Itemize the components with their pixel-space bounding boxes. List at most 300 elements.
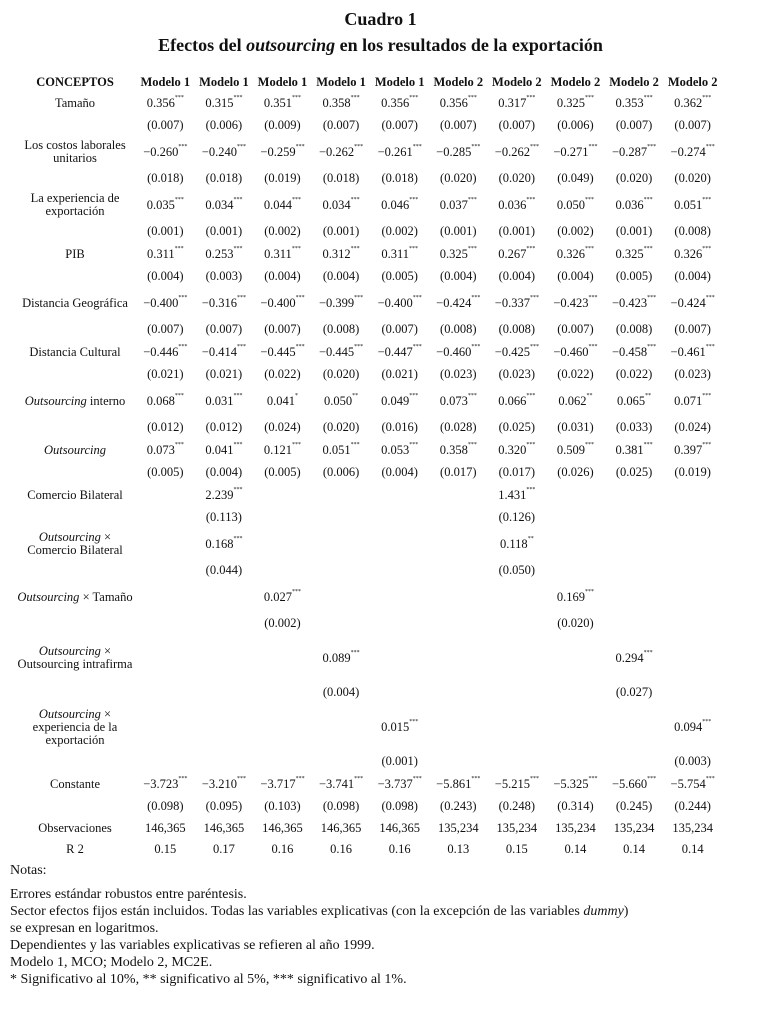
- significance-stars: ***: [409, 245, 418, 252]
- coefficient-value: 0.089: [322, 650, 351, 665]
- coefficient-value: 0.035: [146, 197, 175, 212]
- standard-error-row: [14, 114, 722, 137]
- observations-row: [14, 818, 722, 839]
- coefficient-row: [14, 386, 722, 416]
- coefficient-value: 0.351: [263, 95, 293, 110]
- standard-error-cell: [546, 506, 605, 529]
- standard-error-cell: (0.050): [498, 563, 536, 577]
- coefficient-value: −5.861: [436, 776, 472, 791]
- standard-error-cell: (0.007): [322, 118, 360, 132]
- coefficient-cell: [429, 635, 488, 681]
- standard-error-row: [14, 795, 722, 818]
- coefficient-cell: [663, 243, 722, 265]
- significance-stars: **: [527, 535, 534, 542]
- significance-stars: ***: [350, 196, 360, 203]
- standard-error-cell: (0.023): [674, 367, 711, 381]
- coefficient-row: [14, 635, 722, 681]
- standard-error-cell: [136, 559, 195, 582]
- standard-error-cell: (0.004): [147, 269, 184, 283]
- row-label-empty: [14, 681, 136, 704]
- significance-stars: ***: [585, 196, 595, 203]
- row-label: Observaciones: [38, 821, 112, 835]
- standard-error-cell: [429, 506, 488, 529]
- standard-error-cell: (0.006): [322, 465, 360, 479]
- standard-error-cell: [488, 612, 547, 635]
- r2-cell: 0.13: [447, 842, 470, 856]
- row-label: [14, 137, 136, 167]
- coefficient-cell: [663, 288, 722, 318]
- significance-stars: ***: [585, 441, 595, 448]
- coefficient-cell: [253, 288, 312, 318]
- significance-stars: ***: [233, 535, 243, 542]
- coefficient-value: 0.358: [439, 442, 468, 457]
- coefficient-cell: [429, 341, 488, 363]
- significance-stars: ***: [350, 94, 360, 101]
- coefficient-cell: [253, 773, 312, 795]
- note-text: ): [623, 904, 629, 919]
- row-label-text: Los costos laborales unitarios: [24, 138, 126, 165]
- r2-cell: 0.17: [212, 842, 235, 856]
- standard-error-cell: [546, 559, 605, 582]
- standard-error-cell: [312, 750, 371, 773]
- standard-error-cell: (0.007): [615, 118, 653, 132]
- coefficient-cell: [312, 704, 371, 750]
- standard-error-cell: (0.008): [674, 224, 711, 238]
- coefficient-value: −0.316: [201, 295, 237, 310]
- significance-stars: ***: [705, 294, 715, 301]
- significance-stars: ***: [643, 441, 653, 448]
- significance-stars: ***: [526, 196, 536, 203]
- significance-stars: ***: [471, 143, 481, 150]
- coefficient-value: 0.326: [556, 246, 586, 261]
- standard-error-cell: [429, 559, 488, 582]
- note-line: [10, 903, 628, 920]
- standard-error-cell: (0.024): [264, 420, 301, 434]
- coefficient-row: [14, 137, 722, 167]
- standard-error-cell: [195, 681, 254, 704]
- coefficient-value: 0.118: [500, 536, 528, 551]
- observations-cell: 146,365: [262, 821, 303, 835]
- coefficient-cell: [370, 704, 429, 750]
- coefficient-cell: [195, 190, 254, 220]
- coefficient-value: 0.027: [263, 589, 293, 604]
- significance-stars: ***: [350, 245, 360, 252]
- coefficient-cell: [195, 635, 254, 681]
- title-text: en los resultados de la exportación: [335, 35, 603, 55]
- coefficient-value: 0.034: [205, 197, 234, 212]
- coefficient-cell: [370, 243, 429, 265]
- coefficient-value: −0.400: [143, 295, 179, 310]
- significance-stars: ***: [233, 245, 243, 252]
- standard-error-row: [14, 220, 722, 243]
- coefficient-cell: [370, 92, 429, 114]
- coefficient-cell: [663, 386, 722, 416]
- significance-stars: ***: [585, 245, 595, 252]
- standard-error-row: [14, 559, 722, 582]
- coefficient-cell: [195, 288, 254, 318]
- coefficient-value: 0.041: [205, 442, 234, 457]
- coefficient-cell: [312, 529, 371, 559]
- observations-cell: 146,365: [379, 821, 420, 835]
- coefficient-cell: [605, 341, 664, 363]
- coefficient-row: [14, 582, 722, 612]
- standard-error-cell: (0.018): [322, 171, 360, 185]
- standard-error-cell: [488, 750, 547, 773]
- standard-error-cell: [605, 750, 664, 773]
- coefficient-value: 0.311: [146, 246, 175, 261]
- standard-error-cell: (0.098): [381, 799, 418, 813]
- coefficient-cell: [253, 484, 312, 506]
- significance-stars: ***: [526, 486, 536, 493]
- standard-error-row: [14, 363, 722, 386]
- coefficient-value: 0.353: [615, 95, 644, 110]
- significance-stars: ***: [412, 143, 422, 150]
- significance-stars: ***: [409, 718, 419, 725]
- standard-error-cell: (0.020): [440, 171, 477, 185]
- row-label-empty: [14, 795, 136, 818]
- row-label-empty: [14, 114, 136, 137]
- coefficient-value: 0.356: [146, 95, 175, 110]
- standard-error-cell: (0.020): [674, 171, 711, 185]
- coefficient-cell: [605, 529, 664, 559]
- significance-stars: ***: [412, 343, 422, 350]
- coefficient-value: −0.240: [201, 144, 237, 159]
- standard-error-cell: (0.001): [205, 224, 243, 238]
- row-label-empty: [14, 265, 136, 288]
- standard-error-cell: (0.008): [440, 322, 477, 336]
- significance-stars: ***: [178, 775, 188, 782]
- r2-row: [14, 839, 722, 860]
- coefficient-value: 0.046: [381, 197, 410, 212]
- row-label: [14, 288, 136, 318]
- significance-stars: ***: [643, 649, 653, 656]
- coefficient-value: −5.215: [494, 776, 530, 791]
- coefficient-row: [14, 243, 722, 265]
- standard-error-cell: [605, 612, 664, 635]
- standard-error-row: [14, 681, 722, 704]
- standard-error-cell: (0.006): [205, 118, 243, 132]
- significance-stars: ***: [292, 94, 302, 101]
- standard-error-cell: (0.007): [381, 118, 418, 132]
- coefficient-cell: [136, 529, 195, 559]
- observations-cell: 146,365: [144, 821, 186, 835]
- r2-cell: 0.14: [623, 842, 645, 856]
- coefficient-row: [14, 704, 722, 750]
- standard-error-cell: (0.002): [557, 224, 594, 238]
- coefficient-cell: [429, 484, 488, 506]
- coefficient-value: −0.447: [377, 344, 413, 359]
- standard-error-cell: [605, 559, 664, 582]
- coefficient-cell: [605, 190, 664, 220]
- coefficient-value: −3.741: [318, 776, 355, 791]
- coefficient-cell: [136, 773, 195, 795]
- coefficient-row: [14, 773, 722, 795]
- significance-stars: ***: [291, 245, 301, 252]
- significance-stars: ***: [178, 294, 188, 301]
- standard-error-row: [14, 612, 722, 635]
- standard-error-cell: (0.022): [264, 367, 301, 381]
- coefficient-row: [14, 92, 722, 114]
- notes-heading: Notas:: [10, 863, 47, 878]
- significance-stars: ***: [174, 245, 184, 252]
- coefficient-cell: [429, 243, 488, 265]
- observations-cell: 135,234: [555, 821, 596, 835]
- coefficient-cell: [370, 386, 429, 416]
- standard-error-cell: (0.020): [322, 367, 360, 381]
- coefficient-cell: [253, 529, 312, 559]
- coefficient-cell: [312, 288, 371, 318]
- coefficient-cell: [488, 635, 547, 681]
- coefficient-cell: [370, 190, 429, 220]
- coefficient-value: −0.262: [494, 144, 530, 159]
- standard-error-cell: [136, 750, 195, 773]
- coefficient-value: 2.239: [205, 487, 234, 502]
- coefficient-cell: [312, 484, 371, 506]
- standard-error-cell: [195, 750, 254, 773]
- coefficient-cell: [488, 773, 547, 795]
- significance-stars: ***: [705, 143, 715, 150]
- row-label-emphasis: Outsourcing: [43, 442, 107, 457]
- coefficient-value: −0.423: [611, 295, 648, 310]
- standard-error-cell: (0.098): [147, 799, 184, 813]
- r2-cell: 0.14: [564, 842, 587, 856]
- column-header: Modelo 1: [140, 74, 191, 89]
- significance-stars: ***: [471, 343, 481, 350]
- standard-error-cell: [546, 681, 605, 704]
- significance-stars: ***: [643, 245, 653, 252]
- coefficient-cell: [488, 439, 547, 461]
- coefficient-value: 0.051: [674, 197, 703, 212]
- coefficient-value: 0.356: [439, 95, 468, 110]
- significance-stars: ***: [529, 775, 539, 782]
- standard-error-cell: [546, 750, 605, 773]
- standard-error-cell: [253, 750, 312, 773]
- significance-stars: ***: [467, 441, 477, 448]
- significance-stars: ***: [178, 343, 188, 350]
- significance-stars: ***: [233, 486, 243, 493]
- standard-error-cell: (0.004): [205, 465, 243, 479]
- standard-error-cell: (0.019): [264, 171, 301, 185]
- row-label-empty: [14, 506, 136, 529]
- standard-error-cell: (0.095): [205, 799, 243, 813]
- row-label-text: interno: [89, 393, 126, 408]
- standard-error-cell: (0.018): [205, 171, 243, 185]
- coefficient-cell: [253, 704, 312, 750]
- observations-cell: 135,234: [437, 821, 479, 835]
- significance-stars: ***: [233, 392, 243, 399]
- standard-error-cell: [663, 681, 722, 704]
- observations-cell: 135,234: [613, 821, 655, 835]
- coefficient-cell: [195, 773, 254, 795]
- coefficient-cell: [546, 773, 605, 795]
- coefficient-cell: [546, 92, 605, 114]
- row-label-emphasis: Outsourcing: [38, 644, 101, 658]
- coefficient-cell: [488, 484, 547, 506]
- significance-stars: ***: [529, 294, 539, 301]
- significance-stars: ***: [526, 245, 536, 252]
- coefficient-cell: [429, 704, 488, 750]
- row-label-text: Constante: [50, 776, 100, 791]
- coefficient-cell: [546, 137, 605, 167]
- coefficient-cell: [488, 341, 547, 363]
- coefficient-value: 0.315: [205, 95, 234, 110]
- row-label-text: × Tamaño: [82, 589, 133, 604]
- significance-stars: ***: [467, 392, 477, 399]
- r2-cell: 0.14: [681, 842, 704, 856]
- significance-stars: ***: [702, 392, 712, 399]
- coefficient-value: 0.050: [556, 197, 586, 212]
- coefficient-value: −0.259: [260, 144, 296, 159]
- significance-stars: ***: [354, 343, 364, 350]
- row-label: [14, 704, 136, 750]
- coefficient-value: 0.044: [263, 197, 293, 212]
- standard-error-cell: (0.004): [440, 269, 477, 283]
- observations-cell: 135,234: [496, 821, 538, 835]
- row-label-emphasis: Outsourcing: [24, 393, 87, 408]
- standard-error-cell: (0.018): [381, 171, 418, 185]
- significance-stars: ***: [236, 775, 246, 782]
- coefficient-value: −0.400: [260, 295, 296, 310]
- coefficient-cell: [546, 704, 605, 750]
- significance-stars: ***: [702, 245, 712, 252]
- standard-error-cell: (0.244): [674, 799, 711, 813]
- row-label-empty: [14, 461, 136, 484]
- standard-error-cell: (0.002): [264, 616, 301, 630]
- significance-stars: ***: [467, 245, 477, 252]
- standard-error-cell: (0.001): [615, 224, 653, 238]
- notes: [10, 862, 628, 988]
- standard-error-cell: (0.028): [440, 420, 477, 434]
- coefficient-value: −0.460: [553, 344, 589, 359]
- standard-error-cell: (0.006): [557, 118, 594, 132]
- standard-error-cell: (0.021): [147, 367, 184, 381]
- standard-error-cell: (0.003): [674, 754, 711, 768]
- standard-error-row: [14, 506, 722, 529]
- coefficient-value: −0.446: [143, 344, 179, 359]
- significance-stars: ***: [409, 94, 419, 101]
- coefficient-value: −5.754: [670, 776, 706, 791]
- coefficient-cell: [312, 341, 371, 363]
- row-label-emphasis: Outsourcing: [17, 589, 80, 604]
- column-header: Modelo 1: [257, 74, 308, 89]
- standard-error-cell: (0.024): [674, 420, 711, 434]
- significance-stars: ***: [588, 143, 598, 150]
- standard-error-cell: [663, 559, 722, 582]
- coefficient-cell: [136, 190, 195, 220]
- row-label: [14, 243, 136, 265]
- significance-stars: ***: [354, 143, 364, 150]
- coefficient-cell: [370, 582, 429, 612]
- significance-stars: ***: [526, 392, 536, 399]
- row-label: [14, 439, 136, 461]
- standard-error-cell: (0.002): [381, 224, 418, 238]
- standard-error-cell: [429, 681, 488, 704]
- coefficient-cell: [253, 190, 312, 220]
- coefficient-value: −0.285: [436, 144, 472, 159]
- row-label-empty: [14, 363, 136, 386]
- coefficient-value: 0.509: [556, 442, 586, 457]
- coefficient-value: 0.169: [556, 589, 586, 604]
- row-label: [14, 635, 136, 681]
- coefficient-value: 0.294: [615, 650, 644, 665]
- coefficient-value: 0.325: [615, 246, 644, 261]
- standard-error-cell: (0.044): [205, 563, 243, 577]
- column-header: Modelo 1: [316, 74, 366, 89]
- significance-stars: ***: [350, 649, 360, 656]
- coefficient-value: −0.424: [670, 295, 706, 310]
- coefficient-cell: [488, 386, 547, 416]
- standard-error-cell: (0.004): [674, 269, 711, 283]
- coefficient-cell: [546, 341, 605, 363]
- coefficient-row: [14, 288, 722, 318]
- coefficient-cell: [370, 484, 429, 506]
- coefficient-cell: [663, 92, 722, 114]
- significance-stars: ***: [409, 392, 419, 399]
- coefficient-cell: [136, 137, 195, 167]
- column-header: Modelo 2: [609, 74, 659, 89]
- coefficient-cell: [312, 773, 371, 795]
- regression-table: [14, 72, 722, 860]
- standard-error-cell: (0.007): [381, 322, 418, 336]
- column-header: Modelo 2: [492, 74, 542, 89]
- row-label-empty: [14, 559, 136, 582]
- significance-stars: ***: [588, 343, 598, 350]
- standard-error-cell: (0.005): [264, 465, 301, 479]
- significance-stars: ***: [702, 718, 712, 725]
- coefficient-cell: [488, 137, 547, 167]
- coefficient-value: 1.431: [498, 487, 527, 502]
- standard-error-cell: (0.007): [674, 322, 711, 336]
- standard-error-cell: (0.017): [440, 465, 477, 479]
- significance-stars: ***: [705, 775, 715, 782]
- coefficient-value: 0.325: [556, 95, 586, 110]
- coefficient-cell: [663, 773, 722, 795]
- significance-stars: ***: [647, 294, 657, 301]
- row-label: [14, 484, 136, 506]
- coefficient-cell: [312, 582, 371, 612]
- standard-error-row: [14, 318, 722, 341]
- coefficient-cell: [663, 484, 722, 506]
- row-label-text: Tamaño: [54, 95, 96, 110]
- row-label: [14, 529, 136, 559]
- note-line: Errores estándar robustos entre paréntesis.: [10, 887, 247, 902]
- coefficient-cell: [253, 137, 312, 167]
- standard-error-cell: (0.007): [674, 118, 711, 132]
- significance-stars: ***: [647, 775, 657, 782]
- standard-error-cell: [370, 612, 429, 635]
- coefficient-cell: [605, 439, 664, 461]
- coefficient-cell: [370, 137, 429, 167]
- coefficient-value: 0.168: [205, 536, 234, 551]
- coefficient-cell: [429, 288, 488, 318]
- coefficient-value: 0.381: [615, 442, 644, 457]
- row-label-emphasis: Outsourcing: [38, 706, 101, 721]
- significance-stars: **: [645, 392, 652, 399]
- standard-error-cell: (0.008): [615, 322, 653, 336]
- standard-error-cell: [312, 612, 371, 635]
- coefficient-cell: [253, 341, 312, 363]
- standard-error-cell: (0.025): [498, 420, 536, 434]
- row-label-empty: [14, 220, 136, 243]
- standard-error-cell: (0.248): [498, 799, 536, 813]
- coefficient-cell: [136, 635, 195, 681]
- standard-error-cell: (0.021): [205, 367, 243, 381]
- coefficient-cell: [429, 386, 488, 416]
- coefficient-cell: [195, 439, 254, 461]
- coefficient-value: 0.325: [439, 246, 468, 261]
- row-label-empty: [14, 750, 136, 773]
- row-label-text: La experiencia de exportación: [30, 191, 120, 218]
